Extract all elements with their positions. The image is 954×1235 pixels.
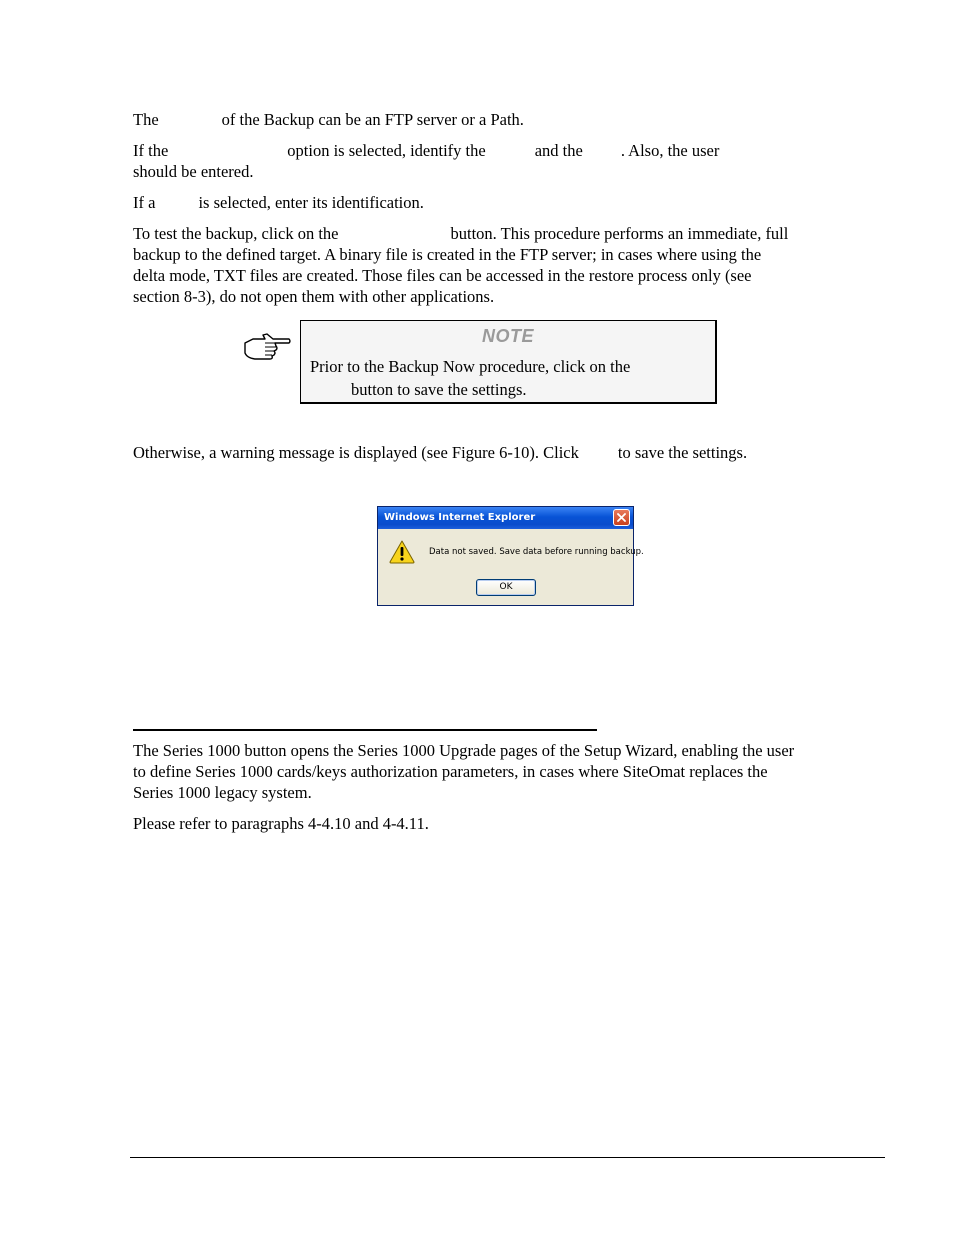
dialog-title: Windows Internet Explorer xyxy=(384,512,536,523)
note-line-2: button to save the settings. xyxy=(351,380,527,399)
ftp-text-d: . Also, the user xyxy=(620,141,720,160)
section-rule xyxy=(133,729,597,731)
footer-rule xyxy=(130,1157,885,1158)
target-paragraph xyxy=(133,109,885,130)
ftp-text-a: If the xyxy=(133,141,169,160)
path-paragraph xyxy=(133,192,885,213)
test-text-l3: delta mode, TXT files are created. Those files can be accessed in the restore process only (see xyxy=(133,266,752,285)
refer-paragraph xyxy=(133,813,885,834)
otherwise-paragraph xyxy=(133,442,885,463)
test-text-l2: backup to the defined target. A binary file is created in the FTP server; in cases where using the xyxy=(133,245,762,264)
dialog-message: Data not saved. Save data before running backup. xyxy=(429,547,644,557)
test-text-a: To test the backup, click on the xyxy=(133,224,339,243)
path-text-a: If a xyxy=(133,193,156,212)
series-1000-paragraph xyxy=(133,740,885,803)
refer-text: Please refer to paragraphs 4-4.10 and 4-4.11. xyxy=(133,814,429,833)
ftp-text-e: should be entered. xyxy=(133,162,254,181)
series-text-l3: Series 1000 legacy system. xyxy=(133,783,312,802)
ok-button[interactable]: OK xyxy=(476,579,536,596)
note-line-1: Prior to the Backup Now procedure, click on the xyxy=(310,357,631,376)
series-text-l2: to define Series 1000 cards/keys authorization parameters, in cases where SiteOmat replaces the xyxy=(133,762,768,781)
note-title: NOTE xyxy=(481,326,534,346)
test-backup-paragraph xyxy=(133,223,885,307)
otherwise-text-b: to save the settings. xyxy=(617,443,748,462)
target-text-b: of the Backup can be an FTP server or a Path. xyxy=(221,110,524,129)
target-text-a: The xyxy=(133,110,159,129)
warning-icon xyxy=(389,540,415,569)
series-text-l1: The Series 1000 button opens the Series 1000 Upgrade pages of the Setup Wizard, enabling the user xyxy=(133,741,795,760)
test-text-b: button. This procedure performs an immediate, full xyxy=(450,224,789,243)
warning-dialog xyxy=(377,506,644,606)
dialog-titlebar xyxy=(378,507,633,529)
ftp-paragraph xyxy=(133,140,885,182)
note-box xyxy=(300,320,717,404)
ftp-text-c: and the xyxy=(534,141,583,160)
ftp-text-b: option is selected, identify the xyxy=(287,141,486,160)
path-text-b: is selected, enter its identification. xyxy=(198,193,424,212)
otherwise-text-a: Otherwise, a warning message is displayed (see Figure 6-10). Click xyxy=(133,443,579,462)
close-icon[interactable] xyxy=(613,509,630,526)
pointing-hand-icon xyxy=(243,333,293,366)
test-text-l4: section 8-3), do not open them with other applications. xyxy=(133,287,495,306)
